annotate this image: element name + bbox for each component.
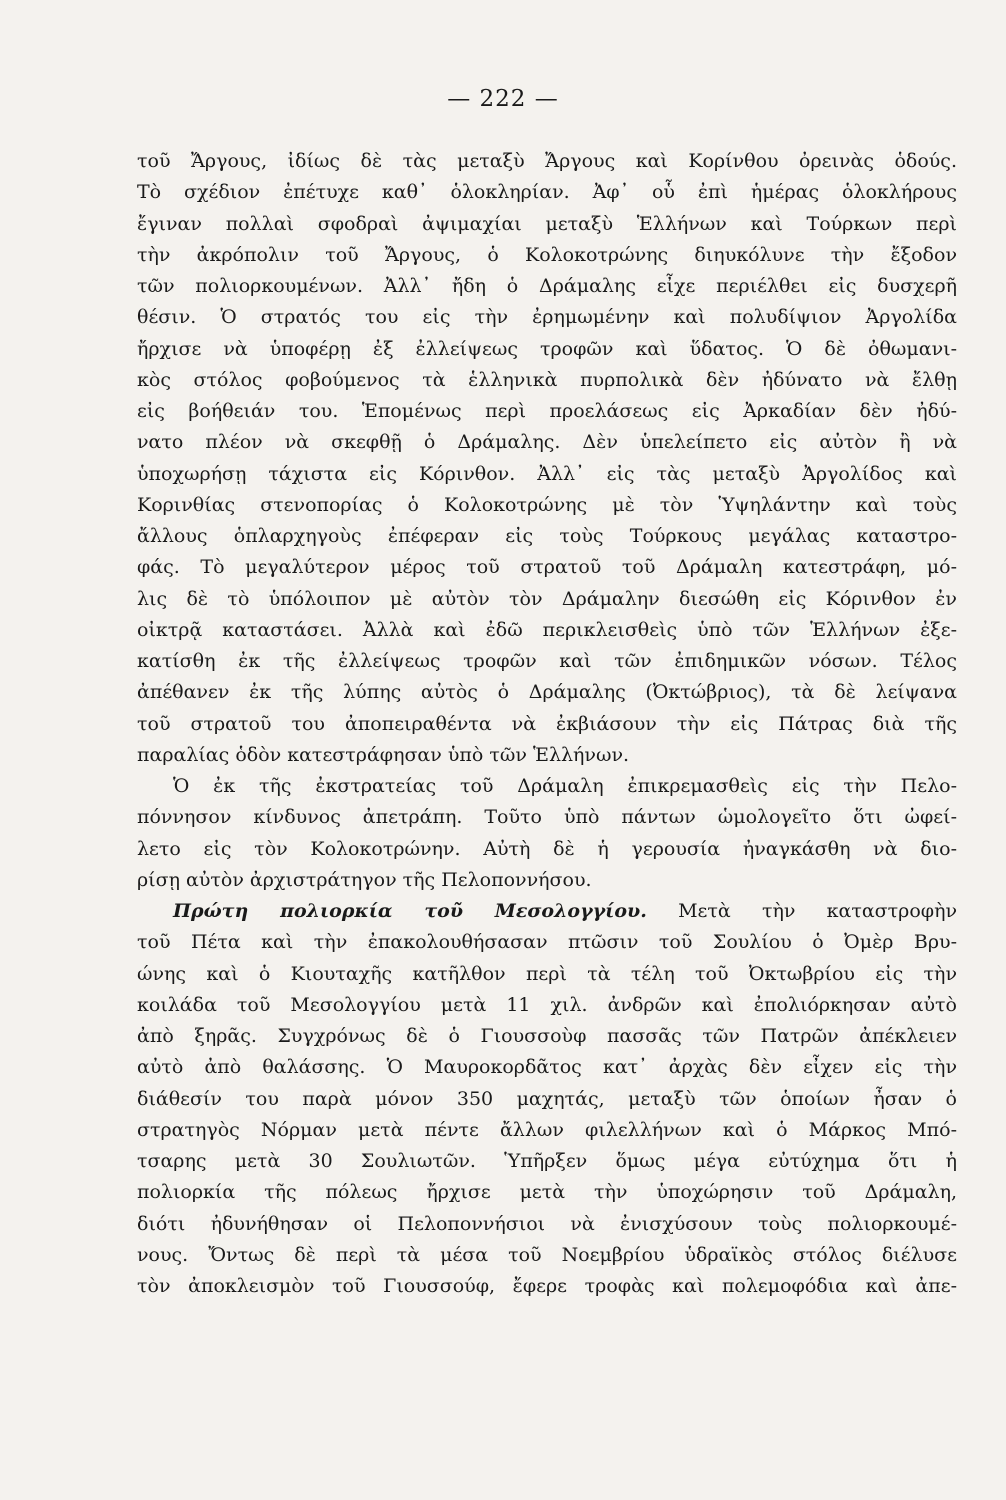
text-line: θέσιν. Ὁ στρατός του εἰς τὴν ἐρημωμένην καὶ πολυδίψιον Ἀργολίδα bbox=[137, 306, 957, 329]
text-line: ἄλλους ὁπλαρχηγοὺς ἐπέφεραν εἰς τοὺς Τούρκους μεγάλας καταστρο- bbox=[137, 525, 957, 547]
text-line: ἔγιναν πολλαὶ σφοδραὶ ἀψιμαχίαι μεταξὺ Ἑλλήνων καὶ Τούρκων περὶ bbox=[137, 212, 957, 235]
text-line: Ὁ ἐκ τῆς ἐκστρατείας τοῦ Δράμαλη ἐπικρεμασθεὶς εἰς τὴν Πελο- bbox=[173, 775, 957, 797]
text-line: τοῦ στρατοῦ του ἀποπειραθέντα νὰ ἐκβιάσουν τὴν εἰς Πάτρας διὰ τῆς bbox=[137, 712, 957, 735]
text-line: τοῦ Πέτα καὶ τὴν ἐπακολουθήσασαν πτῶσιν τοῦ Σουλίου ὁ Ὀμὲρ Βρυ- bbox=[137, 931, 957, 954]
text-line: ἀπὸ ξηρᾶς. Συγχρόνως δὲ ὁ Γιουσσοὺφ πασσᾶς τῶν Πατρῶν ἀπέκλειεν bbox=[137, 1025, 957, 1047]
section-heading: Πρώτη πολιορκία τοῦ Μεσολογγίου. bbox=[173, 900, 647, 922]
text-line: διάθεσίν του παρὰ μόνον 350 μαχητάς, μεταξὺ τῶν ὁποίων ἦσαν ὁ bbox=[137, 1087, 957, 1110]
text-line: πολιορκία τῆς πόλεως ἤρχισε μετὰ τὴν ὑποχώρησιν τοῦ Δράμαλη, bbox=[137, 1181, 957, 1204]
page-number: — 222 — bbox=[447, 86, 559, 112]
text-line: ώνης καὶ ὁ Κιουταχῆς κατῆλθον περὶ τὰ τέλη τοῦ Ὀκτωβρίου εἰς τὴν bbox=[137, 962, 957, 985]
text-line: τῶν πολιορκουμένων. Ἀλλ᾽ ἤδη ὁ Δράμαλης εἶχε περιέλθει εἰς δυσχερῆ bbox=[137, 275, 957, 297]
text-line: τοῦ Ἄργους, ἰδίως δὲ τὰς μεταξὺ Ἄργους καὶ Κορίνθου ὀρεινὰς ὁδούς. bbox=[137, 150, 957, 172]
text-line: ἤρχισε νὰ ὑποφέρῃ ἐξ ἐλλείψεως τροφῶν καὶ ὕδατος. Ὁ δὲ ὀθωμανι- bbox=[137, 337, 957, 360]
text-line: κὸς στόλος φοβούμενος τὰ ἑλληνικὰ πυρπολικὰ δὲν ἠδύνατο νὰ ἔλθῃ bbox=[137, 368, 957, 391]
text-line: τὸν ἀποκλεισμὸν τοῦ Γιουσσούφ, ἔφερε τροφὰς καὶ πολεμοφόδια καὶ ἀπε- bbox=[137, 1275, 957, 1297]
text-line: λις δὲ τὸ ὑπόλοιπον μὲ αὐτὸν τὸν Δράμαλην διεσώθη εἰς Κόρινθον ἐν bbox=[137, 587, 957, 610]
text-line: εἰς βοήθειάν του. Ἑπομένως περὶ προελάσεως εἰς Ἀρκαδίαν δὲν ἠδύ- bbox=[137, 400, 957, 422]
text-line: αὐτὸ ἀπὸ θαλάσσης. Ὁ Μαυροκορδᾶτος κατ᾽ ἀρχὰς δὲν εἶχεν εἰς τὴν bbox=[137, 1056, 957, 1079]
text-line: παραλίας ὁδὸν κατεστράφησαν ὑπὸ τῶν Ἑλλήνων. bbox=[137, 743, 630, 766]
text-line: διότι ἠδυνήθησαν οἱ Πελοποννήσιοι νὰ ἐνισχύσουν τοὺς πολιορκουμέ- bbox=[137, 1212, 957, 1235]
text-line: πόννησον κίνδυνος ἀπετράπη. Τοῦτο ὑπὸ πάντων ὡμολογεῖτο ὅτι ὠφεί- bbox=[137, 806, 957, 829]
text-line: ὑποχωρήσῃ τάχιστα εἰς Κόρινθον. Ἀλλ᾽ εἰς τὰς μεταξὺ Ἀργολίδος καὶ bbox=[137, 462, 957, 485]
text-line: λετο εἰς τὸν Κολοκοτρώνην. Αὐτὴ δὲ ἡ γερουσία ἠναγκάσθη νὰ διο- bbox=[137, 837, 957, 860]
text-line: Τὸ σχέδιον ἐπέτυχε καθ᾽ ὁλοκληρίαν. Ἀφ᾽ οὗ ἐπὶ ἡμέρας ὁλοκλήρους bbox=[137, 181, 957, 204]
text-line: νατο πλέον νὰ σκεφθῇ ὁ Δράμαλης. Δὲν ὑπελείπετο εἰς αὐτὸν ἢ νὰ bbox=[137, 431, 957, 454]
text-line: φάς. Τὸ μεγαλύτερον μέρος τοῦ στρατοῦ τοῦ Δράμαλη κατεστράφη, μό- bbox=[137, 556, 957, 579]
text-line: τὴν ἀκρόπολιν τοῦ Ἄργους, ὁ Κολοκοτρώνης διηυκόλυνε τὴν ἔξοδον bbox=[137, 243, 957, 266]
text-line: τσαρης μετὰ 30 Σουλιωτῶν. Ὑπῆρξεν ὅμως μέγα εὐτύχημα ὅτι ἡ bbox=[137, 1150, 957, 1172]
section-heading-line bbox=[137, 896, 957, 927]
text-line: κατίσθη ἐκ τῆς ἐλλείψεως τροφῶν καὶ τῶν ἐπιδημικῶν νόσων. Τέλος bbox=[137, 650, 957, 672]
body-text bbox=[137, 146, 957, 1302]
text-line: κοιλάδα τοῦ Μεσολογγίου μετὰ 11 χιλ. ἀνδρῶν καὶ ἐπολιόρκησαν αὐτὸ bbox=[137, 993, 957, 1016]
text-line: στρατηγὸς Νόρμαν μετὰ πέντε ἄλλων φιλελλήνων καὶ ὁ Μάρκος Μπό- bbox=[137, 1118, 957, 1141]
text-line: ρίσῃ αὐτὸν ἀρχιστράτηγον τῆς Πελοποννήσου. bbox=[137, 868, 592, 891]
text-line: Κορινθίας στενοπορίας ὁ Κολοκοτρώνης μὲ τὸν Ὑψηλάντην καὶ τοὺς bbox=[137, 493, 957, 516]
text-line: οἰκτρᾷ καταστάσει. Ἀλλὰ καὶ ἐδῶ περικλεισθεὶς ὑπὸ τῶν Ἑλλήνων ἐξε- bbox=[137, 618, 957, 641]
text-line-rest: Μετὰ τὴν καταστροφὴν bbox=[678, 900, 957, 922]
text-line: ἀπέθανεν ἐκ τῆς λύπης αὐτὸς ὁ Δράμαλης (Ὀκτώβριος), τὰ δὲ λείψανα bbox=[137, 681, 957, 704]
text-line: νους. Ὄντως δὲ περὶ τὰ μέσα τοῦ Νοεμβρίου ὑδραϊκὸς στόλος διέλυσε bbox=[137, 1243, 957, 1266]
